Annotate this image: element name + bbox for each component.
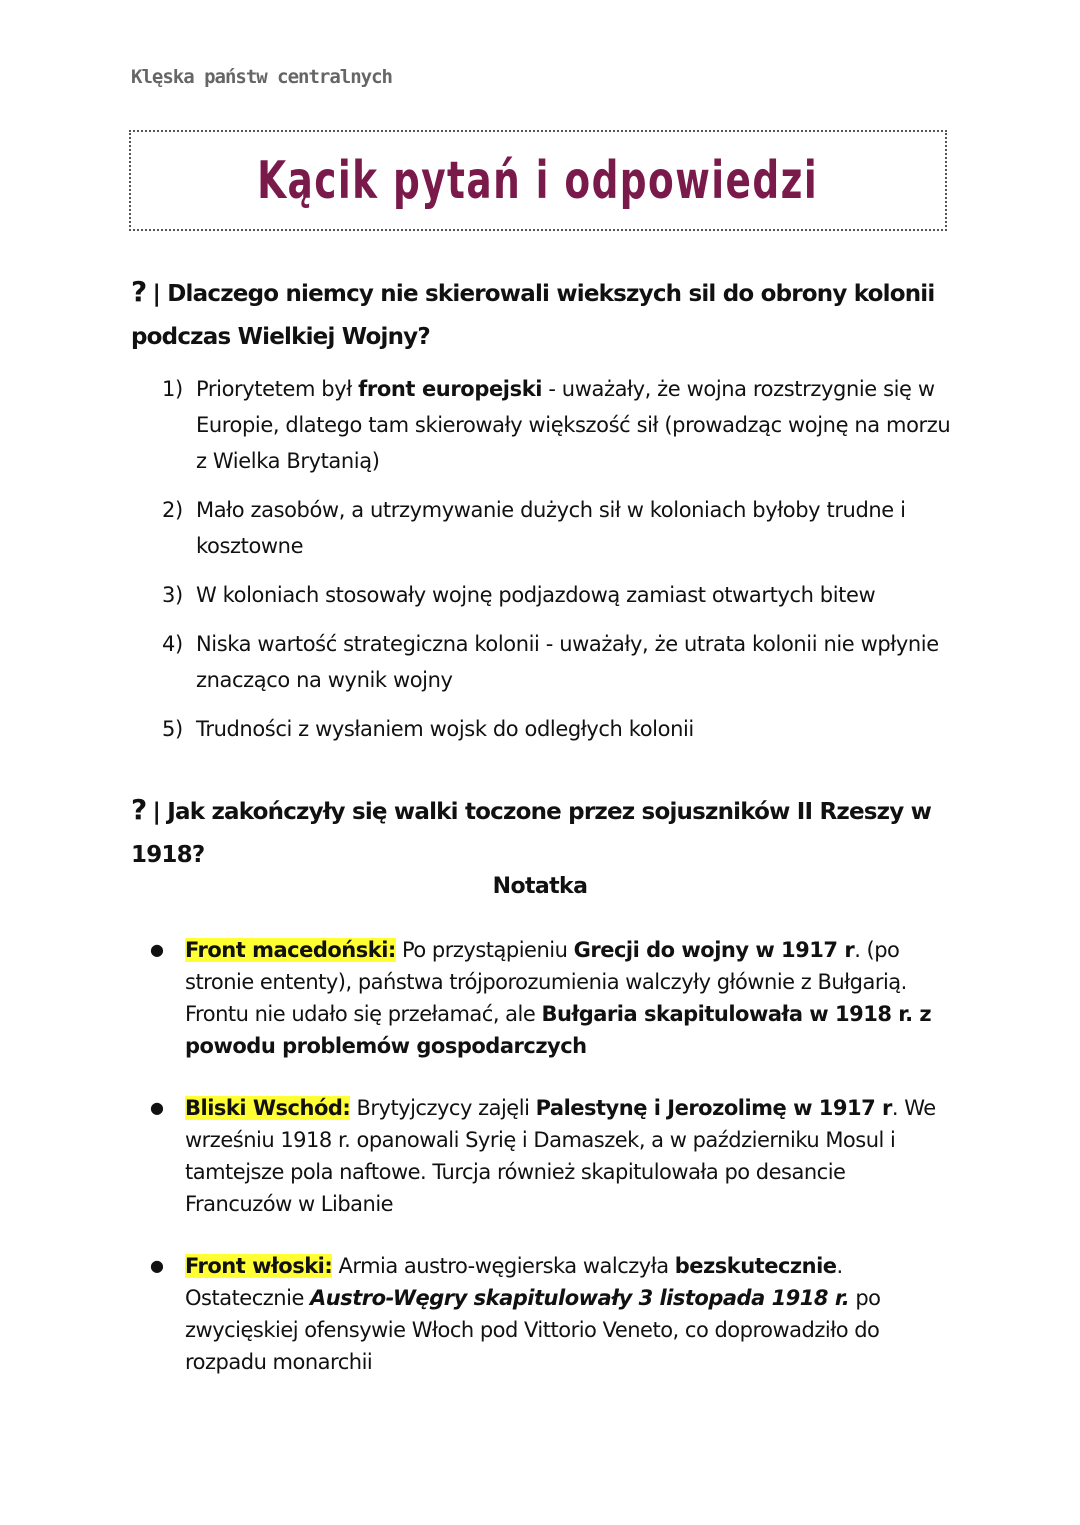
page-header: Klęska państw centralnych (131, 66, 392, 88)
answer-list (162, 371, 952, 760)
item-number: 2) (162, 498, 183, 522)
bullet-text: Front macedoński: Po przystąpieniu Grecji do wojny w 1917 r. (po stronie ententy), państwa trójporozumienia walczyły głównie z Bułgarią. Frontu nie udało się przełamać, ale Bułgaria skapitulowała w 1918 r. z powodu problemów gospodarczych (185, 938, 932, 1058)
page-title: Kącik pytań i odpowiedzi (257, 150, 819, 211)
bullet-item (150, 1092, 950, 1220)
list-item (162, 626, 952, 698)
bullet-icon: ● (150, 940, 164, 959)
question-1-text: | Dlaczego niemcy nie skierowali wiekszych sil do obrony kolonii podczas Wielkiej Wojny? (131, 281, 935, 350)
note-title: Notatka (492, 874, 588, 899)
list-item (162, 492, 952, 564)
list-item (162, 371, 952, 479)
list-item (162, 577, 952, 613)
bullet-text: Front włoski: Armia austro-węgierska walczyła bezskutecznie. Ostatecznie Austro-Węgry skapitulowały 3 listopada 1918 r. po zwycięskiej ofensywie Włoch pod Vittorio Veneto, co doprowadziło do rozpadu monarchii (185, 1254, 881, 1374)
question-mark-icon: ? (131, 793, 147, 826)
bullet-item (150, 1250, 950, 1378)
bullet-item (150, 934, 950, 1062)
item-text: Mało zasobów, a utrzymywanie dużych sił w koloniach byłoby trudne i kosztowne (196, 498, 906, 558)
item-number: 1) (162, 377, 183, 401)
question-2 (131, 788, 951, 877)
list-item (162, 711, 952, 747)
item-text: Trudności z wysłaniem wojsk do odległych kolonii (196, 717, 694, 741)
item-text: Niska wartość strategiczna kolonii - uważały, że utrata kolonii nie wpłynie znacząco na wynik wojny (196, 632, 939, 692)
bullet-icon: ● (150, 1098, 164, 1117)
title-box (129, 130, 947, 231)
item-number: 4) (162, 632, 183, 656)
bullet-icon: ● (150, 1256, 164, 1275)
question-mark-icon: ? (131, 275, 147, 308)
item-text: W koloniach stosowały wojnę podjazdową zamiast otwartych bitew (196, 583, 876, 607)
question-1 (131, 270, 951, 359)
item-text: Priorytetem był front europejski - uważały, że wojna rozstrzygnie się w Europie, dlatego tam skierowały większość sił (prowadząc wojnę na morzu z Wielka Brytanią) (196, 377, 951, 473)
note-bullets (150, 934, 950, 1408)
bullet-text: Bliski Wschód: Brytyjczycy zajęli Palestynę i Jerozolimę w 1917 r. We wrześniu 1918 r. opanowali Syrię i Damaszek, a w październiku Mosul i tamtejsze pola naftowe. Turcja również skapitulowała po desancie Francuzów w Libanie (185, 1096, 936, 1216)
question-2-text: | Jak zakończyły się walki toczone przez sojuszników II Rzeszy w 1918? (131, 799, 932, 868)
item-number: 3) (162, 583, 183, 607)
item-number: 5) (162, 717, 183, 741)
